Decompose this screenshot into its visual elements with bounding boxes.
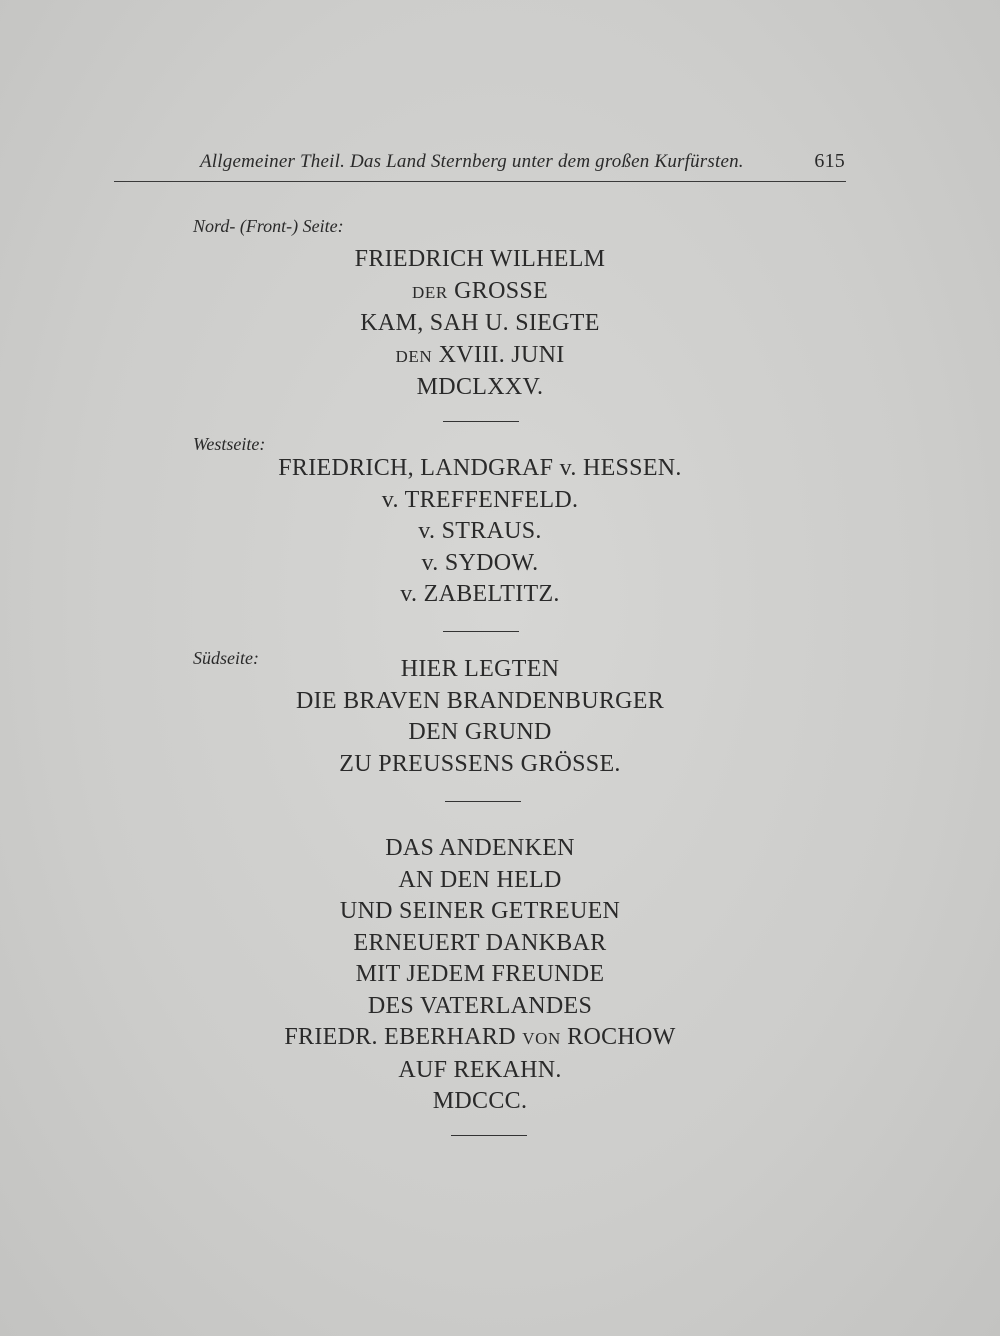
inscription-line: FRIEDRICH, LANDGRAF v. HESSEN. <box>278 455 682 481</box>
running-head <box>200 150 845 173</box>
section-divider <box>443 631 519 632</box>
inscription-line: MDCCC. <box>432 1088 528 1114</box>
inscription-word: FRIEDR. EBERHARD <box>284 1024 516 1050</box>
inscription-line: HIER LEGTEN <box>400 656 560 682</box>
inscription-line: UND SEINER GETREUEN <box>339 898 621 924</box>
inscription-line: ZU PREUSSENS GRÖSSE. <box>339 750 621 777</box>
inscription-line: AN DEN HELD <box>398 866 562 893</box>
inscription-line: ERNEUERT DANKBAR <box>353 929 607 956</box>
inscription-line: MDCLXXV. <box>416 374 544 400</box>
inscription-line <box>200 1022 760 1055</box>
inscription-word: XVIII. JUNI <box>438 341 565 368</box>
small-caps-word: DER <box>412 282 448 302</box>
inscription-word: ROCHOW <box>567 1024 676 1050</box>
inscription-line: DES VATERLANDES <box>367 992 593 1019</box>
section-divider <box>451 1135 527 1136</box>
inscription-line: AUF REKAHN. <box>398 1056 562 1083</box>
small-caps-word: VON <box>522 1029 561 1048</box>
inscription-line: v. ZABELTITZ. <box>400 581 560 607</box>
dedication-inscription <box>200 833 760 1118</box>
west-side-label: Westseite: <box>193 434 266 454</box>
inscription-line: DEN GRUND <box>408 719 552 745</box>
section-divider <box>443 421 519 422</box>
west-inscription <box>200 453 760 611</box>
north-side-label: Nord- (Front-) Seite: <box>193 216 344 236</box>
inscription-line: DAS ANDENKEN <box>385 835 575 861</box>
south-inscription <box>200 654 760 780</box>
inscription-line: v. STRAUS. <box>418 518 542 544</box>
inscription-line: MIT JEDEM FREUNDE <box>355 961 605 987</box>
inscription-line: v. TREFFENFELD. <box>381 486 579 513</box>
section-divider <box>445 801 521 802</box>
inscription-line: v. SYDOW. <box>421 549 539 576</box>
inscription-line <box>200 276 760 309</box>
inscription-line: DIE BRAVEN BRANDENBURGER <box>295 687 665 714</box>
inscription-line: KAM, SAH U. SIEGTE <box>360 310 600 336</box>
inscription-line <box>200 340 760 373</box>
inscription-word: GROSSE <box>454 277 548 304</box>
small-caps-word: DEN <box>395 346 433 366</box>
page-number: 615 <box>814 150 845 172</box>
inscription-line: FRIEDRICH WILHELM <box>354 246 606 272</box>
header-rule <box>114 181 846 182</box>
south-side-label: Südseite: <box>193 648 259 668</box>
north-inscription <box>200 244 760 404</box>
running-head-title: Allgemeiner Theil. Das Land Sternberg unter dem großen Kurfürsten. <box>200 151 744 172</box>
